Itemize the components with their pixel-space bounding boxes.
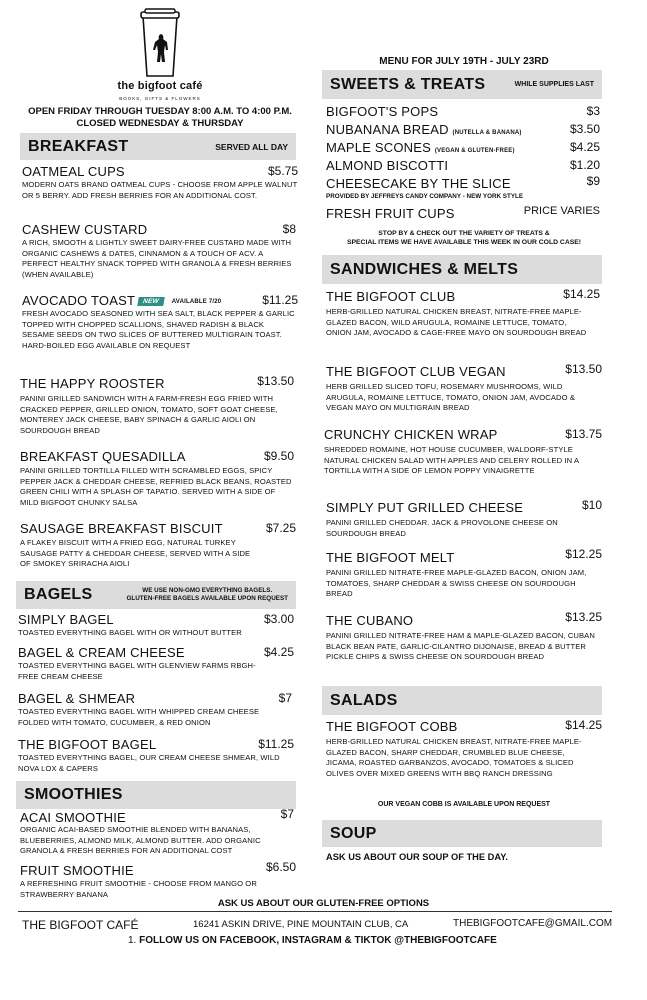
item-price: $3.00 xyxy=(263,612,294,626)
menu-item xyxy=(20,376,296,437)
item-desc: PANINI GRILLED CHEDDAR. JACK & PROVOLONE CHEESE ON SOURDOUGH BREAD xyxy=(326,518,558,538)
menu-item xyxy=(326,122,600,137)
item-desc: TOASTED EVERYTHING BAGEL WITH WHIPPED CREAM CHEESE FOLDED WITH TOMATO, CUCUMBER, & RED ONION xyxy=(18,707,260,727)
menu-item xyxy=(18,645,294,682)
item-desc: PANINI GRILLED NITRATE-FREE HAM & MAPLE-GLAZED BACON, CUBAN BLACK BEAN PATE, GARLIC-CILANTRO DIJONAISE, BREAD & BUTTER PICKLE CHIPS & SWISS CHEESE ON SOURDOUGH BREAD xyxy=(326,631,595,662)
item-price: $14.25 xyxy=(563,287,600,301)
item-desc: A REFRESHING FRUIT SMOOTHIE - CHOOSE FROM MANGO OR STRAWBERRY BANANA xyxy=(20,879,257,899)
item-name: CHEESECAKE BY THE SLICE xyxy=(326,176,511,191)
item-desc: A FLAKEY BISCUIT WITH A FRIED EGG, NATURAL TURKEY SAUSAGE PATTY & CHEDDAR CHEESE, SERVED WITH A SIDE OF SMOKEY SRIRACHA AIOLI xyxy=(20,538,251,569)
sweets-note: WHILE SUPPLIES LAST xyxy=(514,81,594,88)
item-price: $9.50 xyxy=(263,449,294,463)
item-name: THE HAPPY ROOSTER xyxy=(20,376,165,391)
item-name: THE BIGFOOT MELT xyxy=(326,550,455,565)
menu-item xyxy=(20,449,296,509)
item-name: THE BIGFOOT CLUB xyxy=(326,289,456,304)
menu-dates: MENU FOR JULY 19TH - JULY 23RD xyxy=(379,56,549,67)
cup-bigfoot-icon xyxy=(138,8,182,78)
item-price: $3 xyxy=(586,104,600,118)
item-price: $3.50 xyxy=(569,122,600,136)
item-name xyxy=(326,122,600,137)
item-price: $11.25 xyxy=(258,737,294,751)
item-price: $4.25 xyxy=(263,645,294,659)
salads-title: SALADS xyxy=(330,691,398,709)
bagels-note-1: WE USE NON-GMO EVERYTHING BAGELS. xyxy=(142,586,273,594)
item-name: ACAI SMOOTHIE xyxy=(20,810,126,825)
sweets-footer xyxy=(322,229,606,247)
item-name-text: AVOCADO TOAST xyxy=(22,293,136,308)
vegan-cobb-note: OUR VEGAN COBB IS AVAILABLE UPON REQUEST xyxy=(377,801,551,808)
menu-item xyxy=(22,222,298,281)
breakfast-header xyxy=(20,133,296,160)
menu-item xyxy=(326,547,602,600)
item-name: BIGFOOT'S POPS xyxy=(326,104,439,119)
item-price: $8 xyxy=(282,222,296,236)
menu-item xyxy=(20,860,296,900)
item-name: BAGEL & CREAM CHEESE xyxy=(18,645,185,660)
footer-address: 16241 ASKIN DRIVE, PINE MOUNTAIN CLUB, CA xyxy=(193,919,409,930)
item-price: $5.75 xyxy=(267,164,298,178)
item-price: $13.25 xyxy=(565,610,602,624)
brand-name: the bigfoot café xyxy=(117,80,203,92)
item-name xyxy=(326,140,600,155)
item-name: BREAKFAST QUESADILLA xyxy=(20,449,186,464)
item-name: THE BIGFOOT BAGEL xyxy=(18,737,157,752)
menu-item xyxy=(18,691,294,728)
menu-item xyxy=(326,500,602,539)
menu-item xyxy=(326,289,602,339)
logo xyxy=(90,8,230,101)
item-price: $13.50 xyxy=(257,374,294,388)
footer-divider xyxy=(18,911,612,912)
menu-item xyxy=(18,737,294,774)
new-badge: NEW xyxy=(137,297,164,306)
breakfast-note: SERVED ALL DAY xyxy=(215,141,288,152)
footer-social xyxy=(128,935,497,946)
item-desc: HERB-GRILLED NATURAL CHICKEN BREAST, NITRATE-FREE MAPLE-GLAZED BACON, SHARP CHEDDAR, CRUMBLED BLUE CHEESE, JICAMA, ROASTED GARBANZOS, AVOCADO, TOMATOES & SLICED OLIVES OVER MIXED GREENS WITH BBQ RANCH DRESSING xyxy=(326,737,582,778)
item-name: THE BIGFOOT CLUB VEGAN xyxy=(326,364,506,379)
item-desc: A RICH, SMOOTH & LIGHTLY SWEET DAIRY-FREE CUSTARD MADE WITH ORGANIC CASHEWS & DATES, CINNAMON & A TOUCH OF ACV. A PERFECT HEALTHY SNACK TOPPED WITH GRANOLA & FRESH BERRIES (WHEN AVAILABLE) xyxy=(22,238,292,279)
item-name: THE CUBANO xyxy=(326,613,414,628)
bagels-title: BAGELS xyxy=(24,586,93,603)
item-price: $7.25 xyxy=(265,521,296,535)
sweets-footer-2: SPECIAL ITEMS WE HAVE AVAILABLE THIS WEEK IN OUR COLD CASE! xyxy=(346,239,582,247)
menu-item xyxy=(20,807,296,857)
menu-item xyxy=(326,104,600,119)
item-price: $11.25 xyxy=(262,293,298,307)
menu-item xyxy=(326,610,602,663)
menu-item xyxy=(326,719,602,780)
bagels-header xyxy=(16,581,296,609)
bagels-note-2: GLUTEN-FREE BAGELS AVAILABLE UPON REQUEST xyxy=(126,595,288,602)
menu-item xyxy=(22,164,298,201)
item-desc: PANINI GRILLED SANDWICH WITH A FARM-FRESH EGG FRIED WITH CRACKED PEPPER, GRILLED ONION, TOMATO, SOFT GOAT CHEESE, MONTEREY JACK CHEESE, BABY SPINACH & GARLIC AIOLI ON SOURDOUGH BREAD xyxy=(20,394,278,435)
item-name: CASHEW CUSTARD xyxy=(22,222,148,237)
item-name: BAGEL & SHMEAR xyxy=(18,691,136,706)
item-price: $14.25 xyxy=(565,718,602,732)
breakfast-title: BREAKFAST xyxy=(28,137,129,155)
item-desc: PANINI GRILLED TORTILLA FILLED WITH SCRAMBLED EGGS, SPICY PEPPER JACK & CHEDDAR CHEESE, REFRIED BLACK BEANS, ROASTED GREEN CHILI WITH A SPLASH OF TAPATIO. SERVED WITH A SIDE OF MILD BIGFOOT CHUNKY SALSA xyxy=(20,466,292,507)
item-desc: MODERN OATS BRAND OATMEAL CUPS - CHOOSE FROM APPLE WALNUT OR 5 BERRY. ADD FRESH BERRIES FOR AN ADDITIONAL COST. xyxy=(22,180,298,200)
item-desc: TOASTED EVERYTHING BAGEL WITH GLENVIEW FARMS RBGH-FREE CREAM CHEESE xyxy=(18,661,256,681)
item-desc: ORGANIC ACAI-BASED SMOOTHIE BLENDED WITH BANANAS, BLUEBERRIES, ALMOND MILK, ALMOND BUTTER. ADD ORGANIC GRANOLA & FRESH BERRIES FOR AN ADDITIONAL COST xyxy=(20,825,261,856)
item-name: ALMOND BISCOTTI xyxy=(326,158,449,173)
sweets-title: SWEETS & TREATS xyxy=(330,75,486,93)
item-price: $4.25 xyxy=(569,140,600,154)
item-price: $6.50 xyxy=(265,860,296,874)
item-price: $9 xyxy=(586,174,600,188)
item-desc: TOASTED EVERYTHING BAGEL, OUR CREAM CHEESE SHMEAR, WILD NOVA LOX & CAPERS xyxy=(18,753,280,773)
hours-line-1: OPEN FRIDAY THROUGH TUESDAY 8:00 A.M. TO 4:00 P.M. xyxy=(28,106,292,117)
item-name-text: NUBANANA BREAD xyxy=(326,122,449,137)
social-text: FOLLOW US ON FACEBOOK, INSTAGRAM & TIKTOK @THEBIGFOOTCAFE xyxy=(139,935,497,946)
footer-name: THE BIGFOOT CAFÉ xyxy=(22,918,139,932)
footer-email: THEBIGFOOTCAFE@GMAIL.COM xyxy=(453,918,613,929)
item-name: THE BIGFOOT COBB xyxy=(326,719,458,734)
item-desc-extra: HARD-BOILED EGG AVAILABLE ON REQUEST xyxy=(22,340,191,350)
item-price: PRICE VARIES xyxy=(523,205,600,217)
item-name: OATMEAL CUPS xyxy=(22,164,125,179)
item-desc: HERB-GRILLED NATURAL CHICKEN BREAST, NITRATE-FREE MAPLE-GLAZED BACON, WILD ARUGULA, ROMAINE LETTUCE, TOMATO, ONION JAM, AVOCADO & CAGE-FREE MAYO ON SOURDOUGH BREAD xyxy=(326,307,587,338)
menu-item xyxy=(326,140,600,155)
item-price: $13.50 xyxy=(565,362,602,376)
menu-item xyxy=(324,427,602,477)
menu-item xyxy=(22,293,298,352)
menu-item xyxy=(326,364,602,414)
sweets-header xyxy=(322,70,602,99)
item-name: FRESH FRUIT CUPS xyxy=(326,206,455,221)
item-price: $12.25 xyxy=(565,547,602,561)
item-desc: FRESH AVOCADO SEASONED WITH SEA SALT, BLACK PEPPER & GARLIC TOPPED WITH CHOPPED SCALLIONS, SHAVED RADISH & BLACK SESAME SEEDS ON TWO SLICES OF BUTTERED MULTIGRAIN TOAST. xyxy=(22,309,295,340)
item-price: $7 xyxy=(278,691,292,705)
soup-title: SOUP xyxy=(330,824,377,842)
salads-header xyxy=(322,686,602,715)
soup-note: ASK US ABOUT OUR SOUP OF THE DAY. xyxy=(326,852,509,862)
item-price: $10 xyxy=(581,498,602,512)
item-subnote: PROVIDED BY JEFFREYS CANDY COMPANY - NEW YORK STYLE xyxy=(326,193,524,200)
soup-header xyxy=(322,820,602,847)
gluten-free-note: ASK US ABOUT OUR GLUTEN-FREE OPTIONS xyxy=(217,898,430,909)
item-name: SIMPLY PUT GRILLED CHEESE xyxy=(326,500,524,515)
item-price: $1.20 xyxy=(569,158,600,172)
item-name: FRUIT SMOOTHIE xyxy=(20,863,134,878)
sandwiches-title: SANDWICHES & MELTS xyxy=(330,260,519,278)
menu-item xyxy=(326,206,600,221)
item-name-text: MAPLE SCONES xyxy=(326,140,431,155)
item-price: $13.75 xyxy=(565,427,602,441)
hours-line-2: CLOSED WEDNESDAY & THURSDAY xyxy=(76,118,244,129)
item-desc: HERB GRILLED SLICED TOFU, ROSEMARY MUSHROOMS, WILD ARUGULA, ROMAINE LETTUCE, TOMATO, ONION JAM, AVOCADO & VEGAN MAYO ON MULTIGRAIN BREAD xyxy=(326,382,575,413)
brand-tagline: BOOKS, GIFTS & FLOWERS xyxy=(119,96,201,101)
item-price: $7 xyxy=(280,807,294,821)
smoothies-title: SMOOTHIES xyxy=(24,786,123,803)
item-name: SAUSAGE BREAKFAST BISCUIT xyxy=(20,521,223,536)
sweets-footer-1: STOP BY & CHECK OUT THE VARIETY OF TREATS & xyxy=(378,230,550,237)
item-desc: SHREDDED ROMAINE, HOT HOUSE CUCUMBER, WALDORF-STYLE NATURAL CHICKEN SALAD WITH APPLES AND CELERY ROLLED IN A TORTILLA WITH A SIDE OF LEMON POPPY VINAIGRETTE xyxy=(324,445,579,476)
item-note: (NUTELLA & BANANA) xyxy=(452,130,522,136)
item-desc: TOASTED EVERYTHING BAGEL WITH OR WITHOUT BUTTER xyxy=(18,628,242,637)
social-number: 1. xyxy=(128,935,137,946)
availability-note: AVAILABLE 7/20 xyxy=(171,299,222,305)
item-name: CRUNCHY CHICKEN WRAP xyxy=(324,427,498,442)
menu-item xyxy=(326,176,600,200)
menu-item xyxy=(18,612,294,639)
menu-item xyxy=(326,158,600,173)
item-name xyxy=(22,293,298,308)
item-desc: PANINI GRILLED NITRATE-FREE MAPLE-GLAZED BACON, ONION JAM, TOMATOES, SHARP CHEDDAR & SWISS CHEESE ON SOURDOUGH BREAD xyxy=(326,568,587,599)
smoothies-header xyxy=(16,781,296,809)
sandwiches-header xyxy=(322,255,602,284)
item-name: SIMPLY BAGEL xyxy=(18,612,114,627)
menu-item xyxy=(20,521,296,570)
item-note: (VEGAN & GLUTEN-FREE) xyxy=(434,148,515,154)
